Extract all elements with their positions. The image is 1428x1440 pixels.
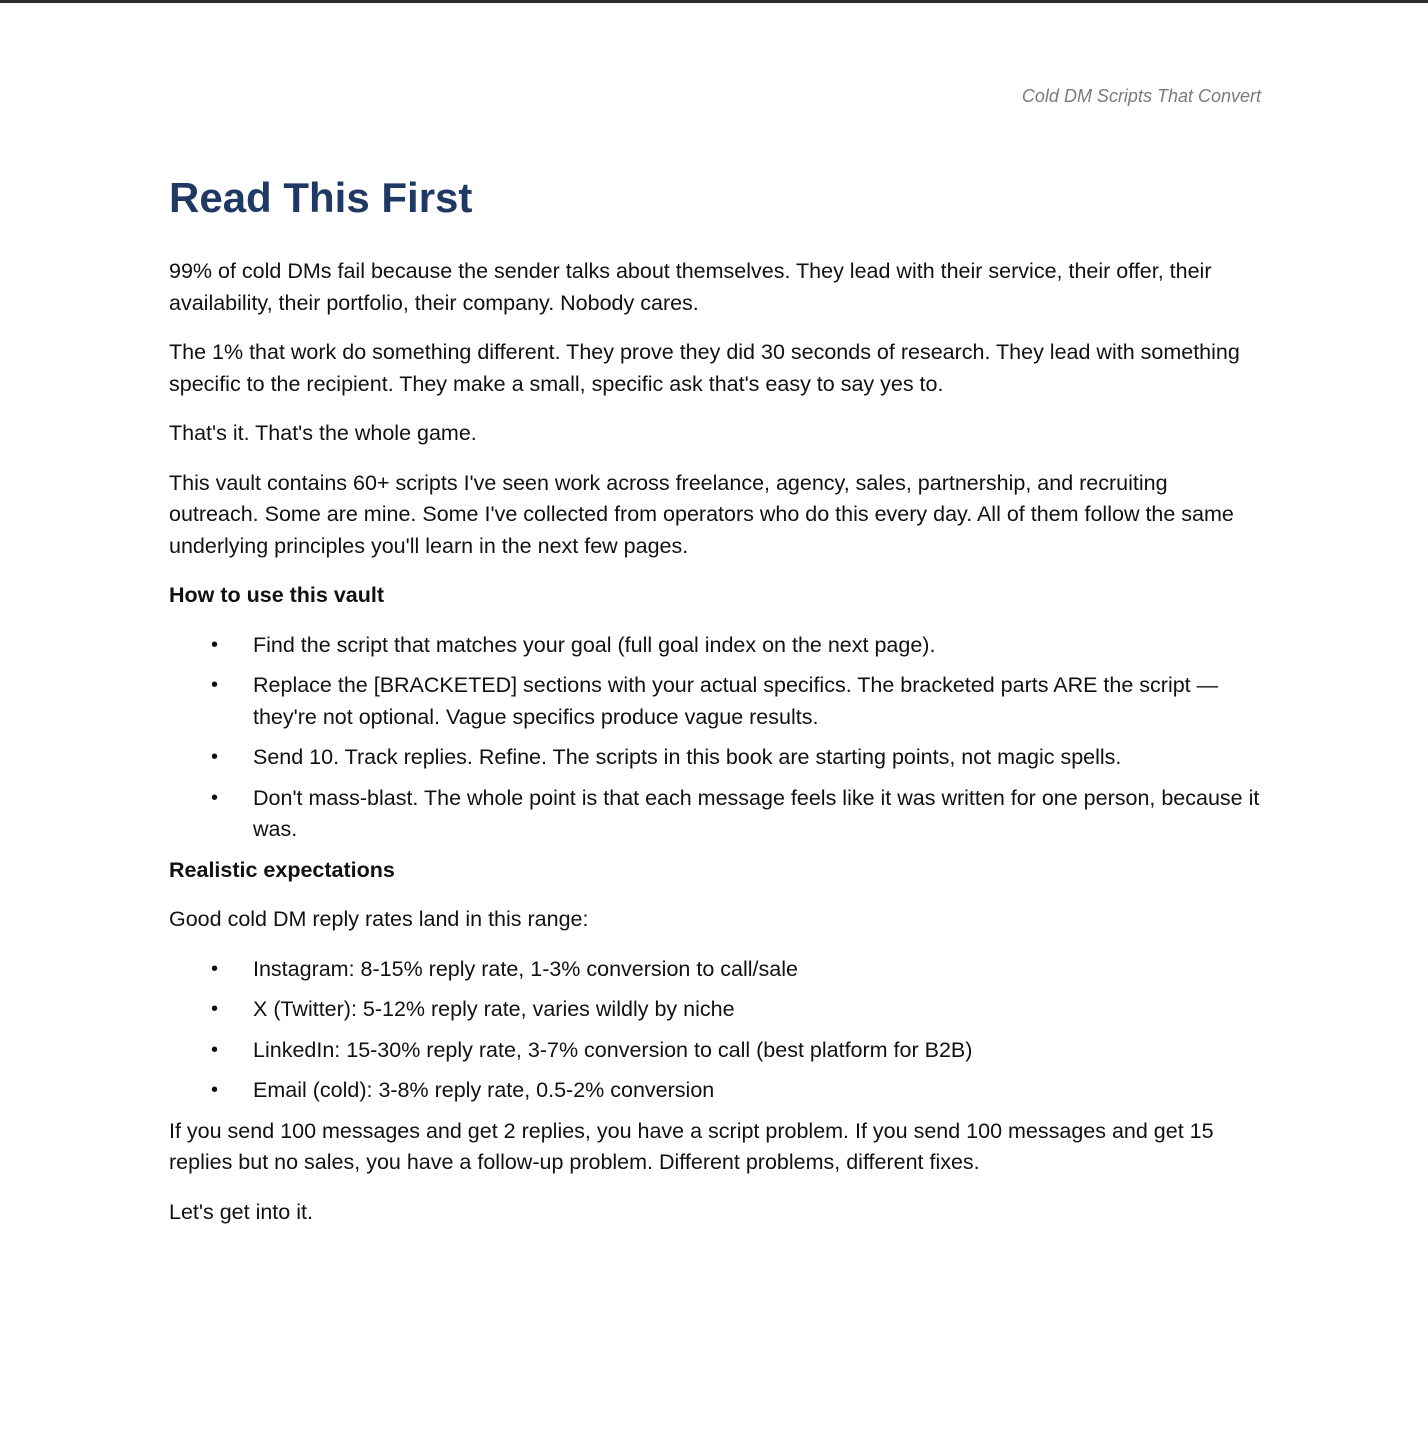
list-item-text: Replace the [BRACKETED] sections with your actual specifics. The bracketed parts ARE the script — they're not optional. Vague specifics produce vague results.	[253, 673, 1219, 729]
bullet-icon: •	[211, 786, 219, 809]
list-item-text: LinkedIn: 15-30% reply rate, 3-7% conversion to call (best platform for B2B)	[253, 1037, 973, 1062]
list-item-text: Send 10. Track replies. Refine. The scripts in this book are starting points, not magic spells.	[253, 745, 1122, 769]
list-item-text: Instagram: 8-15% reply rate, 1-3% conversion to call/sale	[253, 956, 798, 981]
bullet-icon: •	[211, 1038, 219, 1061]
list-item-text: Don't mass-blast. The whole point is that each message feels like it was written for one person, because it was.	[253, 785, 1260, 841]
list-item-text: X (Twitter): 5-12% reply rate, varies wildly by niche	[253, 997, 735, 1021]
bullet-icon: •	[211, 998, 219, 1020]
list-item	[169, 994, 1261, 1026]
closing-paragraph-2: Let's get into it.	[169, 1199, 313, 1224]
how-to-use-list	[169, 630, 1261, 846]
list-item	[169, 954, 1261, 986]
list-item	[169, 783, 1261, 846]
list-item	[169, 1075, 1261, 1107]
list-item	[169, 670, 1261, 733]
document-page	[169, 0, 1261, 1440]
bullet-icon: •	[211, 1079, 219, 1101]
page-title: Read This First	[169, 174, 473, 221]
running-header: Cold DM Scripts That Convert	[1021, 86, 1261, 106]
intro-paragraph-1: 99% of cold DMs fail because the sender talks about themselves. They lead with their service, their offer, their availability, their portfolio, their company. Nobody cares.	[169, 259, 1212, 315]
list-item	[169, 630, 1261, 662]
intro-paragraph-3: That's it. That's the whole game.	[169, 421, 477, 445]
page-content	[169, 256, 1261, 1246]
closing-paragraph-1: If you send 100 messages and get 2 replies, you have a script problem. If you send 100 messages and get 15 replies but no sales, you have a follow-up problem. Different problems, different fixes.	[169, 1118, 1214, 1174]
list-item	[169, 1035, 1261, 1067]
bullet-icon: •	[211, 674, 219, 696]
list-item	[169, 742, 1261, 774]
expectations-heading: Realistic expectations	[169, 857, 395, 882]
expectations-list	[169, 954, 1261, 1107]
intro-paragraph-4: This vault contains 60+ scripts I've seen work across freelance, agency, sales, partnership, and recruiting outreach. Some are mine. Some I've collected from operators who do this every day. All of them follow the same underlying principles you'll learn in the next few pages.	[169, 470, 1234, 558]
bullet-icon: •	[211, 746, 219, 768]
bullet-icon: •	[211, 633, 219, 656]
bullet-icon: •	[211, 957, 219, 980]
expectations-lead: Good cold DM reply rates land in this range:	[169, 907, 589, 931]
how-to-use-heading: How to use this vault	[169, 583, 385, 607]
list-item-text: Email (cold): 3-8% reply rate, 0.5-2% conversion	[253, 1078, 715, 1102]
intro-paragraph-2: The 1% that work do something different. They prove they did 30 seconds of research. They lead with something specific to the recipient. They make a small, specific ask that's easy to say yes to.	[169, 340, 1240, 396]
list-item-text: Find the script that matches your goal (full goal index on the next page).	[253, 632, 936, 657]
